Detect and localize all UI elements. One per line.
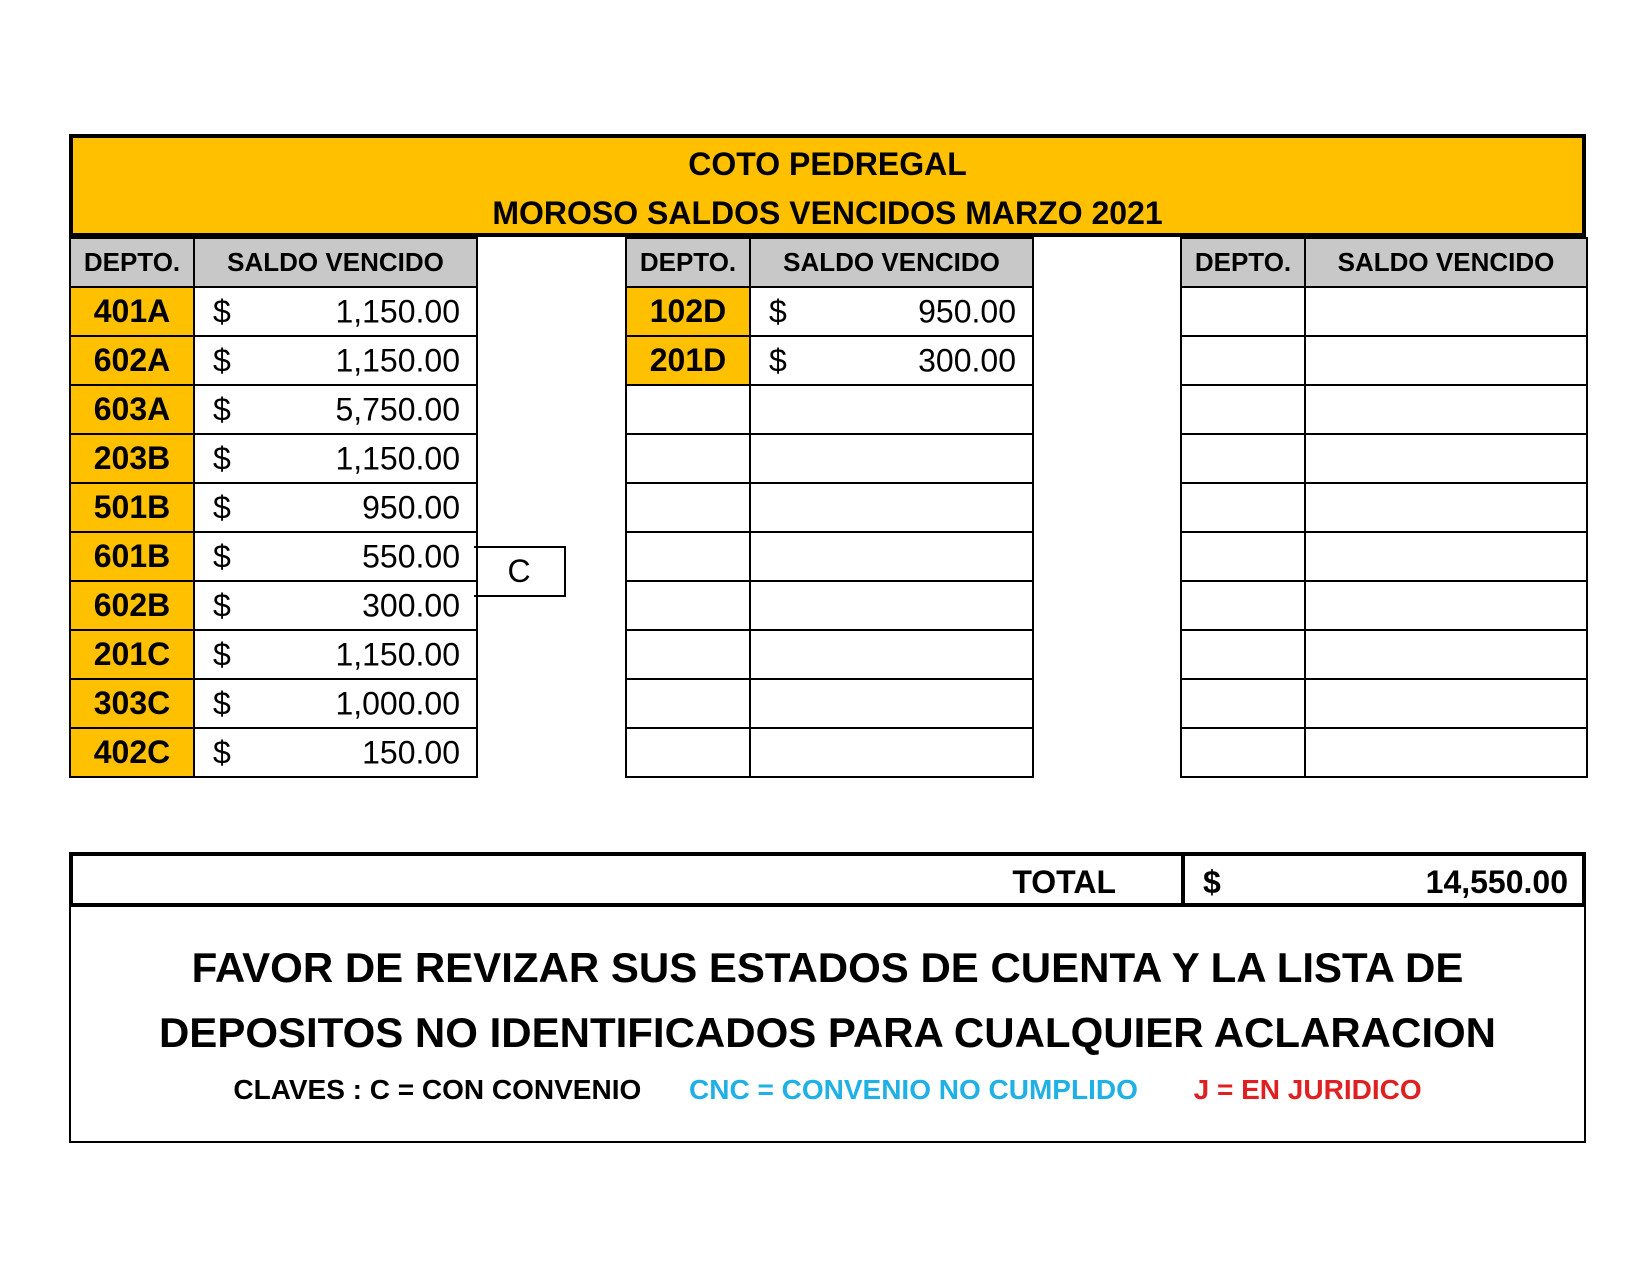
dept-cell xyxy=(1181,630,1305,679)
balance-cell xyxy=(194,287,477,336)
balance-cell xyxy=(1305,483,1587,532)
table-row xyxy=(1181,728,1587,777)
dept-cell xyxy=(626,483,750,532)
report-header xyxy=(69,134,1586,237)
dept-cell xyxy=(626,434,750,483)
balance-cell xyxy=(194,385,477,434)
total-row xyxy=(69,852,1586,907)
table-row xyxy=(626,532,1033,581)
notice-line-1: FAVOR DE REVIZAR SUS ESTADOS DE CUENTA Y LA LISTA DE xyxy=(191,944,1464,991)
balance-amount: 1,150.00 xyxy=(335,440,460,476)
dept-cell: 501B xyxy=(70,483,194,532)
balance-cell xyxy=(750,336,1033,385)
table-row xyxy=(1181,679,1587,728)
dept-cell: 102D xyxy=(626,287,750,336)
balance-cell xyxy=(194,336,477,385)
balance-cell xyxy=(1305,728,1587,777)
balance-cell xyxy=(194,630,477,679)
report-title: COTO PEDREGAL xyxy=(688,146,967,182)
dept-header: DEPTO. xyxy=(1181,238,1305,287)
table-row xyxy=(1181,434,1587,483)
balance-amount: 300.00 xyxy=(918,342,1016,378)
balance-cell xyxy=(750,679,1033,728)
currency-symbol: $ xyxy=(213,587,231,623)
dept-header: DEPTO. xyxy=(70,238,194,287)
table-row xyxy=(70,581,477,630)
table-row xyxy=(70,336,477,385)
balance-cell xyxy=(194,679,477,728)
balance-cell xyxy=(194,581,477,630)
right-balance-table xyxy=(1180,237,1588,778)
table-row xyxy=(70,630,477,679)
key-convenio: CLAVES : C = CON CONVENIO xyxy=(233,1074,642,1105)
balance-cell xyxy=(750,385,1033,434)
balance-cell xyxy=(1305,287,1587,336)
table-row xyxy=(1181,581,1587,630)
table-row xyxy=(626,679,1033,728)
currency-symbol: $ xyxy=(213,489,231,525)
table-row xyxy=(626,336,1033,385)
total-currency: $ xyxy=(1203,864,1221,900)
currency-symbol: $ xyxy=(213,391,231,427)
dept-cell: 201C xyxy=(70,630,194,679)
balance-cell xyxy=(1305,630,1587,679)
table-row xyxy=(626,287,1033,336)
dept-cell xyxy=(1181,532,1305,581)
table-row xyxy=(70,434,477,483)
table-row xyxy=(626,728,1033,777)
balance-cell xyxy=(194,728,477,777)
balance-amount: 950.00 xyxy=(918,293,1016,329)
currency-symbol: $ xyxy=(213,293,231,329)
dept-cell: 602A xyxy=(70,336,194,385)
balance-cell xyxy=(1305,385,1587,434)
balance-cell xyxy=(750,287,1033,336)
table-row xyxy=(70,483,477,532)
dept-cell xyxy=(1181,728,1305,777)
balance-cell xyxy=(1305,434,1587,483)
balance-header: SALDO VENCIDO xyxy=(194,238,477,287)
balance-amount: 1,000.00 xyxy=(335,685,460,721)
table-row xyxy=(626,630,1033,679)
dept-cell xyxy=(626,581,750,630)
dept-cell: 303C xyxy=(70,679,194,728)
table-row xyxy=(626,483,1033,532)
notice-box xyxy=(69,906,1586,1143)
balance-cell xyxy=(194,434,477,483)
dept-cell xyxy=(1181,336,1305,385)
balance-amount: 5,750.00 xyxy=(335,391,460,427)
balance-cell xyxy=(750,434,1033,483)
dept-cell xyxy=(626,532,750,581)
balance-cell xyxy=(1305,581,1587,630)
total-label: TOTAL xyxy=(1012,864,1116,900)
middle-balance-table xyxy=(625,237,1034,778)
dept-cell: 601B xyxy=(70,532,194,581)
table-row xyxy=(626,385,1033,434)
table-row xyxy=(70,728,477,777)
dept-cell xyxy=(1181,581,1305,630)
currency-symbol: $ xyxy=(213,636,231,672)
table-row xyxy=(1181,630,1587,679)
total-divider xyxy=(1181,852,1185,907)
balance-cell xyxy=(194,532,477,581)
table-row xyxy=(1181,336,1587,385)
dept-cell xyxy=(1181,385,1305,434)
balance-amount: 300.00 xyxy=(362,587,460,623)
notice-line-2: DEPOSITOS NO IDENTIFICADOS PARA CUALQUIER ACLARACION xyxy=(158,1009,1497,1056)
currency-symbol: $ xyxy=(213,440,231,476)
table-row xyxy=(70,385,477,434)
table-row xyxy=(70,532,477,581)
key-convenio-no-cumplido: CNC = CONVENIO NO CUMPLIDO xyxy=(689,1074,1138,1105)
dept-cell: 603A xyxy=(70,385,194,434)
table-row xyxy=(70,287,477,336)
currency-symbol: $ xyxy=(213,342,231,378)
balance-cell xyxy=(750,532,1033,581)
balance-cell xyxy=(1305,336,1587,385)
currency-symbol: $ xyxy=(769,342,787,378)
dept-cell xyxy=(626,728,750,777)
balance-header: SALDO VENCIDO xyxy=(750,238,1033,287)
balance-amount: 550.00 xyxy=(362,538,460,574)
balance-amount: 1,150.00 xyxy=(335,293,460,329)
legend-keys xyxy=(71,1074,1584,1106)
dept-cell xyxy=(1181,483,1305,532)
balance-cell xyxy=(194,483,477,532)
dept-cell xyxy=(626,679,750,728)
table-row xyxy=(1181,287,1587,336)
dept-cell: 401A xyxy=(70,287,194,336)
balance-cell xyxy=(750,581,1033,630)
balance-cell xyxy=(750,728,1033,777)
currency-symbol: $ xyxy=(213,734,231,770)
balance-cell xyxy=(1305,679,1587,728)
balance-amount: 1,150.00 xyxy=(335,342,460,378)
balance-amount: 150.00 xyxy=(362,734,460,770)
table-row xyxy=(1181,385,1587,434)
dept-cell xyxy=(1181,679,1305,728)
dept-cell: 602B xyxy=(70,581,194,630)
balance-cell xyxy=(1305,532,1587,581)
dept-header: DEPTO. xyxy=(626,238,750,287)
currency-symbol: $ xyxy=(213,538,231,574)
table-row xyxy=(1181,483,1587,532)
dept-cell: 201D xyxy=(626,336,750,385)
currency-symbol: $ xyxy=(769,293,787,329)
balance-header: SALDO VENCIDO xyxy=(1305,238,1587,287)
balance-amount: 1,150.00 xyxy=(335,636,460,672)
dept-cell: 402C xyxy=(70,728,194,777)
agreement-flag: C xyxy=(474,546,566,597)
total-amount: 14,550.00 xyxy=(1425,864,1568,900)
table-row xyxy=(70,679,477,728)
dept-cell xyxy=(1181,434,1305,483)
table-row xyxy=(1181,532,1587,581)
key-juridico: J = EN JURIDICO xyxy=(1193,1074,1422,1105)
balance-amount: 950.00 xyxy=(362,489,460,525)
dept-cell xyxy=(626,385,750,434)
dept-cell: 203B xyxy=(70,434,194,483)
currency-symbol: $ xyxy=(213,685,231,721)
left-balance-table xyxy=(69,237,478,778)
table-row xyxy=(626,581,1033,630)
dept-cell xyxy=(1181,287,1305,336)
balance-cell xyxy=(750,483,1033,532)
dept-cell xyxy=(626,630,750,679)
table-row xyxy=(626,434,1033,483)
balance-cell xyxy=(750,630,1033,679)
report-subtitle: MOROSO SALDOS VENCIDOS MARZO 2021 xyxy=(492,195,1163,231)
